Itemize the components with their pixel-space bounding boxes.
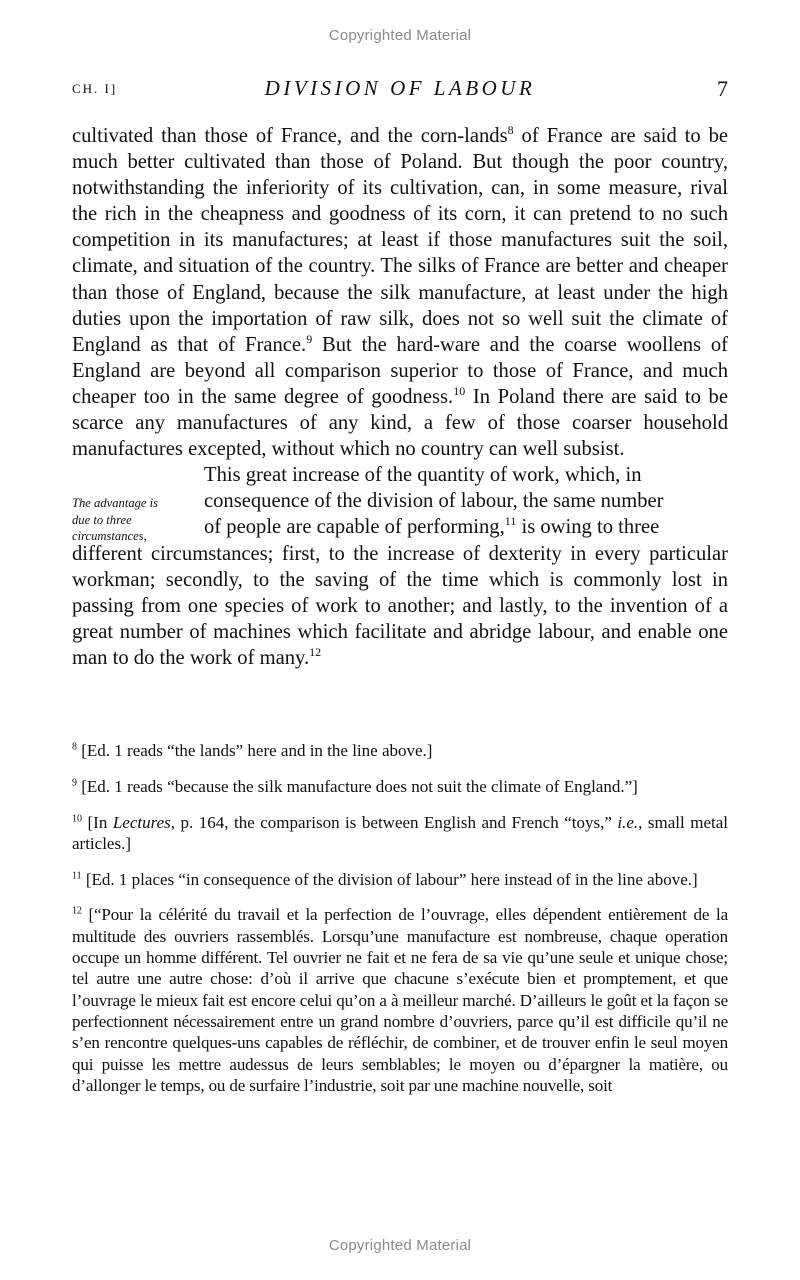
footnote-10-ie: i.e. (617, 812, 639, 832)
footnote-9-number: 9 (72, 777, 77, 789)
paragraph-2-line-1: This great increase of the quantity of work, which, in (204, 464, 642, 487)
footnote-10-title: Lectures (112, 812, 171, 832)
footnote-11 (72, 869, 728, 890)
footnote-12-text: [“Pour la célérité du travail et la perfection de l’ouvrage, elles dépendent entièrement de la multitude des ouvriers rassemblés. Lorsqu’une manufacture est nombreuse, chaque operation occupe un homme différent. Tel ouvrier ne fait et ne fera de sa vie qu’une seule et unique chose; tel autre une autre chose: d’où il arrive que chacune s’exécute bien et promptement, et que l’ouvrage le mieux fait est encore celui qu’on a à meilleur marché. D’ailleurs le goût et la façon se perfectionnent nécessairement entre un grand nombre d’ouvriers, parce qu’il est difficile qu’il ne s’en rencontre quelques-uns capables de réfléchir, de combiner, et de trouver enfin le seul moyen qui puisse les mettre audessus de leurs semblables; le moyen ou d’épargner la matière, ou d’allonger le temps, ou de surfaire l’industrie, soit par une machine nouvelle, soit (72, 905, 728, 1095)
running-head (72, 76, 728, 104)
footnote-ref-9: 9 (306, 331, 313, 346)
footnote-11-text: [Ed. 1 places “in consequence of the division of labour” here instead of in the line above.] (85, 869, 698, 889)
watermark-top: Copyrighted Material (328, 27, 472, 44)
paragraph-2-line-2: consequence of the division of labour, the same number (204, 490, 664, 513)
paragraph-2-rest: different circumstances; first, to the increase of dexterity in every particular workman; secondly, to the saving of the time which is commonly lost in passing from one species of work to another; and lastly, to the invention of a great number of machines which facilitate and abridge labour, and enable one man to do the work of many. (72, 542, 728, 669)
footnote-11-number: 11 (72, 870, 82, 882)
footnote-9-text: [Ed. 1 reads “because the silk manufacture does not suit the climate of England.”] (81, 776, 638, 796)
paragraph-2 (72, 462, 728, 671)
footnote-10 (72, 812, 728, 855)
margin-note-line-1: The advantage is (72, 496, 159, 510)
footnote-10-pre: [In (87, 812, 113, 832)
margin-note-line-3: circumstances, (72, 529, 147, 543)
paragraph-1-text-c: But the hard-ware and the coarse woollens of England are beyond all comparison superior to those of France, and much cheaper too in the same degree of goodness. (72, 333, 729, 408)
paragraph-1 (72, 123, 728, 462)
footnote-12 (72, 904, 728, 1096)
footnote-8-number: 8 (72, 741, 77, 753)
paragraph-1-text-b: of France are said to be much better cultivated than those of Poland. But though the poor country, notwithstanding the inferiority of its cultivation, can, in some measure, rival the rich in the cheapness and goodness of its corn, it can pretend to no such competition in its manufactures; at least if those manufactures suit the soil, climate, and situation of the country. The silks of France are better and cheaper than those of England, because the silk manufacture, at least under the high duties upon the importation of raw silk, does not so well suit the climate of England as that of France. (72, 125, 729, 356)
footnote-12-number: 12 (72, 905, 82, 917)
footnote-8 (72, 740, 728, 761)
page-number: 7 (717, 76, 728, 101)
paragraph-2-line-3a: of people are capable of performing, (204, 516, 505, 539)
footnote-ref-12: 12 (309, 645, 322, 660)
paragraph-1-text-d: In Poland there are said to be scarce any manufactures of any kind, a few of those coarser household manufactures excepted, without which no country can well subsist. (72, 385, 728, 461)
running-title: DIVISION OF LABOUR (264, 76, 536, 100)
paragraph-2-line-3b: is owing to three (516, 516, 660, 539)
footnote-ref-8: 8 (507, 123, 514, 138)
watermark-bottom: Copyrighted Material (328, 1237, 472, 1254)
margin-note-line-2: due to three (72, 512, 132, 527)
footnote-10-post: , small metal articles.] (72, 812, 729, 853)
chapter-label: CH. I] (72, 81, 118, 96)
footnote-ref-11: 11 (504, 514, 517, 529)
footnote-10-number: 10 (72, 812, 82, 824)
footnote-ref-10: 10 (453, 384, 466, 399)
paragraph-1-text-a: cultivated than those of France, and the corn-lands (72, 125, 508, 147)
footnote-9 (72, 776, 728, 797)
margin-note (72, 495, 200, 545)
footnote-10-mid: , p. 164, the comparison is between English and French “toys,” (170, 812, 618, 832)
footnotes (72, 740, 728, 1111)
body-text (72, 123, 728, 671)
footnote-8-text: [Ed. 1 reads “the lands” here and in the line above.] (81, 741, 433, 760)
